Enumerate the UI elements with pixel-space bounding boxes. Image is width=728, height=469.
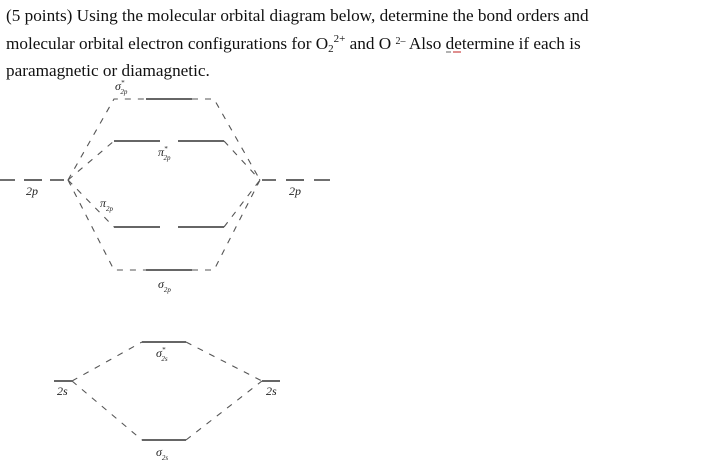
question-line-2: molecular orbital electron configurations for $O_2^{2+}$ and O $^{2-}$ Also determine if each is xyxy=(6,32,581,55)
svg-text:σ*2s: σ* 2s xyxy=(156,346,168,363)
svg-text:π2p: $\pi_{2p}$ xyxy=(100,196,114,213)
connector-2s-right-up xyxy=(186,342,262,381)
ion1-subscript: 2 xyxy=(328,42,334,55)
connector-right-pi-star xyxy=(224,141,260,180)
connector-left-pi xyxy=(68,180,114,227)
connector-right-sigma-star xyxy=(192,99,260,180)
label-sigma-2p xyxy=(158,277,171,294)
label-2p-right: 2p xyxy=(289,184,301,198)
svg-text:σ2s: $\sigma_{2s}$ xyxy=(156,445,169,462)
question-line-1: (5 points) Using the molecular orbital diagram below, determine the bond orders and xyxy=(6,6,589,25)
label-sigma-2s xyxy=(156,445,168,462)
label-sigma-star-2s xyxy=(156,346,168,363)
connector-2s-right-down xyxy=(186,381,262,440)
connector-2s-left-down xyxy=(72,381,142,440)
connector-right-pi xyxy=(224,180,260,227)
label-2s-right: 2s xyxy=(266,384,277,398)
label-2p-left: 2p xyxy=(26,184,38,198)
label-pi-star-2p xyxy=(158,145,171,162)
connector-left-sigma-star xyxy=(68,99,146,180)
ion2-charge: 2– xyxy=(395,35,406,47)
svg-text:π*2p: π* 2p xyxy=(158,145,171,162)
connector-left-pi-star xyxy=(68,141,114,180)
svg-text:σ2p: $\sigma_{2p}$ xyxy=(158,277,171,294)
connector-2s-left-up xyxy=(72,342,142,381)
label-2s-left: 2s xyxy=(57,384,68,398)
ion1-charge: 2+ xyxy=(333,32,346,45)
label-sigma-star-2p xyxy=(115,79,128,96)
connector-left-sigma xyxy=(68,180,146,270)
label-pi-2p xyxy=(100,196,114,213)
question-line-3: paramagnetic or diamagnetic. xyxy=(6,61,210,81)
svg-text:σ*2p: σ* 2p xyxy=(115,79,128,96)
